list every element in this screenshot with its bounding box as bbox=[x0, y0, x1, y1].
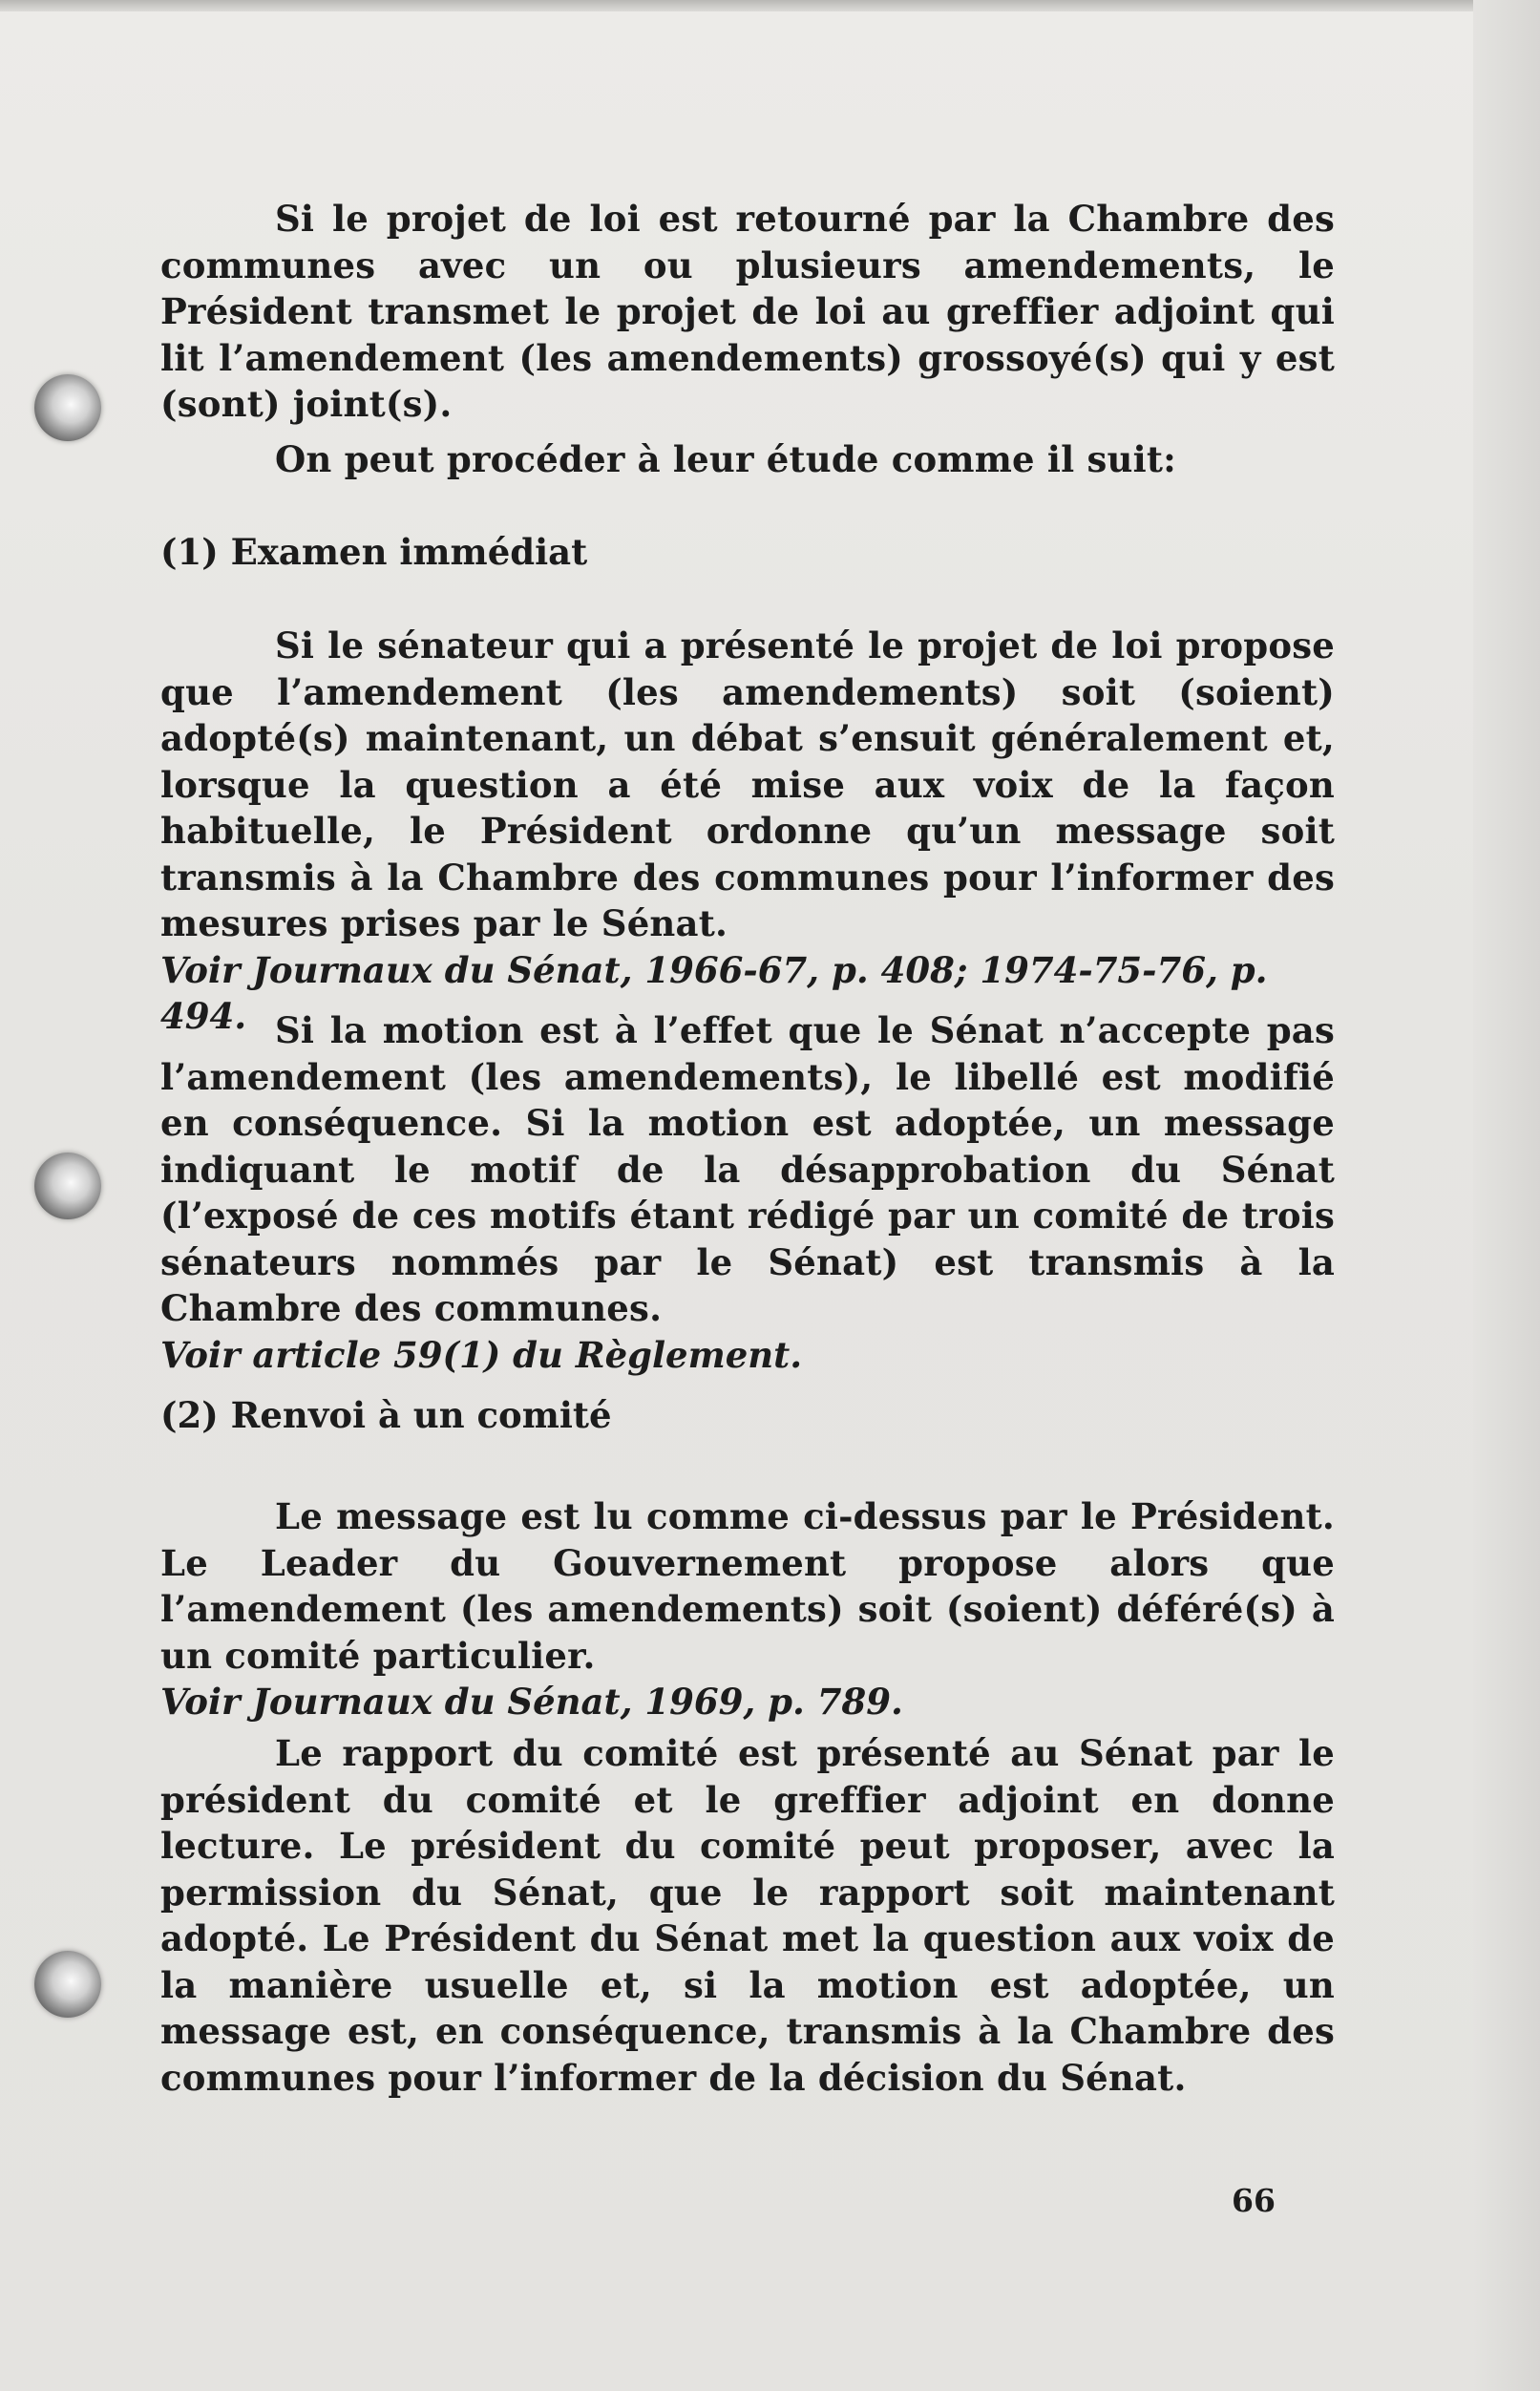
heading-examen-block bbox=[160, 529, 1335, 575]
paragraph-intro-block bbox=[160, 196, 1335, 428]
heading-examen-immediat: (1) Examen immédiat bbox=[160, 531, 588, 573]
paragraph-examen-block bbox=[160, 623, 1335, 1040]
paragraph-motion-block bbox=[160, 1007, 1335, 1378]
paragraph-motion: Si la motion est à l’effet que le Sénat n’accepte pas l’amendement (les amendements), le libellé est modifié en conséquence. Si la motion est adoptée, un message indiquant le motif de la désapprobation du Sénat (l’exposé de ces motifs étant rédigé par un comité de trois sénateurs nommés par le Sénat) est transmis à la Chambre des communes. bbox=[160, 1009, 1335, 1329]
paragraph-procedure-block bbox=[160, 436, 1335, 483]
page-right-edge bbox=[1473, 0, 1540, 2391]
page-top-edge bbox=[0, 0, 1540, 11]
reference-article-59: Voir article 59(1) du Règlement. bbox=[160, 1333, 803, 1376]
binder-hole bbox=[34, 1951, 101, 2018]
paragraph-message: Le message est lu comme ci-dessus par le Président. Le Leader du Gouvernement propose alors que l’amendement (les amendements) soit (soient) déféré(s) à un comité particulier. bbox=[160, 1495, 1335, 1677]
heading-renvoi-comite: (2) Renvoi à un comité bbox=[160, 1394, 612, 1436]
paragraph-examen: Si le sénateur qui a présenté le projet de loi propose que l’amendement (les amendements) soit (soient) adopté(s) maintenant, un débat s’ensuit généralement et, lorsque la question a été mise aux voix de la façon habituelle, le Président ordonne qu’un message soit transmis à la Chambre des communes pour l’informer des mesures prises par le Sénat. bbox=[160, 624, 1335, 944]
paragraph-intro: Si le projet de loi est retourné par la Chambre des communes avec un ou plusieurs amendements, le Président transmet le projet de loi au greffier adjoint qui lit l’amendement (les amendements) grossoyé(s) qui y est (sont) joint(s). bbox=[160, 198, 1335, 425]
reference-journaux-1966: Voir Journaux du Sénat, 1966-67, p. 408; 1974-75-76, p. 494. bbox=[160, 948, 1268, 1037]
paragraph-rapport-block bbox=[160, 1730, 1335, 2101]
paragraph-procedure: On peut procéder à leur étude comme il suit: bbox=[275, 438, 1177, 480]
reference-journaux-1969: Voir Journaux du Sénat, 1969, p. 789. bbox=[160, 1681, 903, 1723]
page-number: 66 bbox=[1232, 2182, 1276, 2219]
heading-renvoi-block bbox=[160, 1392, 1335, 1438]
paragraph-rapport: Le rapport du comité est présenté au Sénat par le président du comité et le greffier adjoint en donne lecture. Le président du comité peut proposer, avec la permission du Sénat, que le rapport soit maintenant adopté. Le Président du Sénat met la question aux voix de la manière usuelle et, si la motion est adoptée, un message est, en conséquence, transmis à la Chambre des communes pour l’informer de la décision du Sénat. bbox=[160, 1732, 1335, 2099]
paragraph-message-block bbox=[160, 1493, 1335, 1725]
binder-hole bbox=[34, 1153, 101, 1219]
binder-hole bbox=[34, 374, 101, 441]
